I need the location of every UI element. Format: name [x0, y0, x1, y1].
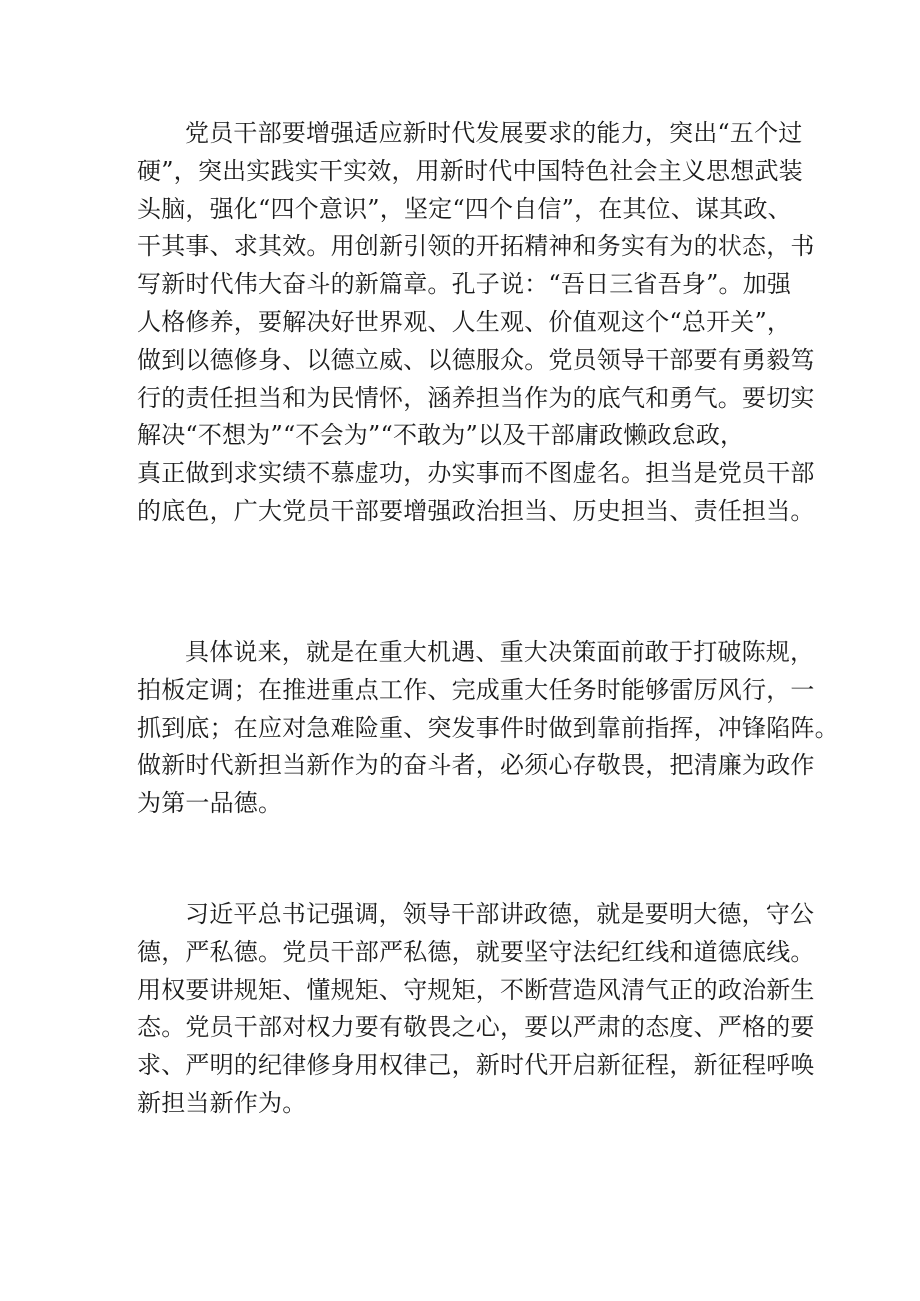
- paragraph-1: [137, 115, 817, 531]
- paragraph-line: 用权要讲规矩、懂规矩、守规矩，不断营造风清气正的政治新生: [137, 975, 815, 1004]
- paragraph-2: [137, 634, 839, 823]
- paragraph-line: 解决“不想为”“不会为”“不敢为”以及干部庸政懒政怠政，: [137, 421, 745, 450]
- paragraph-line: 干其事、求其效。用创新引领的开拓精神和务实有为的状态，书: [137, 232, 815, 261]
- paragraph-line: 拍板定调；在推进重点工作、完成重大任务时能够雷厉风行，一: [137, 675, 815, 704]
- paragraph-line: 人格修养，要解决好世界观、人生观、价值观这个“总开关”，: [137, 307, 792, 336]
- paragraph-line: 抓到底；在应对急难险重、突发事件时做到靠前指挥，冲锋陷阵。: [137, 713, 839, 742]
- paragraph-3: [137, 896, 817, 1123]
- paragraph-line: 求、严明的纪律修身用权律己，新时代开启新征程，新征程呼唤: [137, 1051, 815, 1080]
- paragraph-line: 做到以德修身、以德立威、以德服众。党员领导干部要有勇毅笃: [137, 345, 815, 374]
- paragraph-line: 真正做到求实绩不慕虚功，办实事而不图虚名。担当是党员干部: [137, 459, 815, 488]
- paragraph-line: 德，严私德。党员干部严私德，就要坚守法纪红线和道德底线。: [137, 937, 815, 966]
- paragraph-line: 硬”，突出实践实干实效，用新时代中国特色社会主义思想武装: [137, 156, 803, 185]
- paragraph-line: 的底色，广大党员干部要增强政治担当、历史担当、责任担当。: [137, 496, 815, 525]
- paragraph-line: 态。党员干部对权力要有敬畏之心，要以严肃的态度、严格的要: [137, 1013, 815, 1042]
- paragraph-line: 新担当新作为。: [137, 1088, 307, 1117]
- paragraph-line: 为第一品德。: [137, 789, 283, 818]
- paragraph-line: 做新时代新担当新作为的奋斗者，必须心存敬畏，把清廉为政作: [137, 751, 815, 780]
- paragraph-line: 写新时代伟大奋斗的新篇章。孔子说：“吾日三省吾身”。加强: [137, 270, 792, 299]
- paragraph-line: 头脑，强化“四个意识”，坚定“四个自信”，在其位、谋其政、: [137, 194, 792, 223]
- paragraph-line: 具体说来，就是在重大机遇、重大决策面前敢于打破陈规，: [185, 638, 815, 666]
- paragraph-line: 习近平总书记强调，领导干部讲政德，就是要明大德，守公: [185, 900, 815, 928]
- paragraph-line: 党员干部要增强适应新时代发展要求的能力，突出“五个过: [185, 119, 803, 147]
- paragraph-line: 行的责任担当和为民情怀，涵养担当作为的底气和勇气。要切实: [137, 383, 815, 412]
